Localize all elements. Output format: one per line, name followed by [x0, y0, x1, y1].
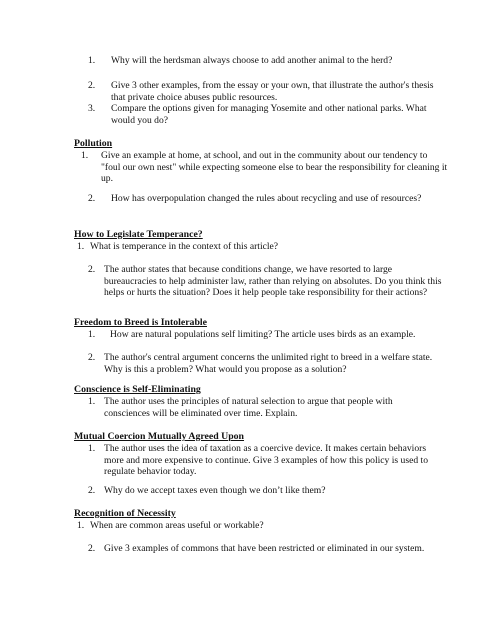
question-number: 1. [88, 55, 96, 66]
question-number: 1. [81, 150, 89, 161]
question-number: 1. [88, 396, 96, 407]
question-item [74, 485, 448, 497]
question-number: 2. [88, 352, 96, 363]
section-heading: Freedom to Breed is Intolerable [74, 317, 207, 328]
question-text: The author uses the idea of taxation as a coercive device. It makes certain behaviors more and more expensive to continue. Give 3 examples of how this policy is used to regulate behavior today. [104, 443, 428, 478]
question-number: 2. [88, 543, 96, 554]
section-heading: Mutual Coercion Mutually Agreed Upon [74, 431, 245, 442]
question-number: 2. [88, 80, 96, 91]
question-number: 3. [88, 103, 96, 114]
question-text: The author states that because conditions change, we have resorted to large bureaucracies to help administer law, rather than relying on absolutes. Do you think this helps or hurts the situation? Does it help people take responsibility for their actions? [104, 264, 442, 299]
question-item [74, 329, 454, 341]
question-item [74, 150, 448, 185]
question-text: Give 3 other examples, from the essay or your own, that illustrate the author's thesis that private choice abuses public resources. [111, 80, 434, 103]
question-text: Give an example at home, at school, and out in the community about our tendency to "foul our own nest" while expecting someone else to bear the responsibility for cleaning it up. [101, 150, 448, 185]
question-item [74, 193, 448, 205]
question-item [74, 264, 446, 299]
question-text: The author's central argument concerns the unlimited right to breed in a welfare state. Why is this a problem? What would you propose as a solution? [104, 352, 433, 375]
question-item [74, 352, 444, 375]
question-text: When are common areas useful or workable? [90, 520, 264, 531]
question-number: 1. [88, 329, 96, 340]
question-text: What is temperance in the context of this article? [90, 241, 279, 252]
question-text: Give 3 examples of commons that have been restricted or eliminated in our system. [104, 543, 425, 554]
section-heading: Conscience is Self-Eliminating [74, 384, 201, 395]
question-text: Why do we accept taxes even though we don’t like them? [104, 485, 326, 496]
section-heading: Pollution [74, 138, 113, 149]
question-number: 2. [88, 193, 96, 204]
question-text: The author uses the principles of natural selection to argue that people with consciences will be eliminated over time. Explain. [104, 396, 393, 419]
question-item [88, 103, 440, 126]
question-number: 2. [88, 264, 96, 275]
question-number: 1. [77, 520, 85, 531]
question-item [74, 396, 436, 419]
question-item [74, 543, 454, 555]
question-number: 2. [88, 485, 96, 496]
question-text: How has overpopulation changed the rules about recycling and use of resources? [111, 193, 422, 204]
question-number: 1. [77, 241, 85, 252]
section-heading: How to Legislate Temperance? [74, 229, 203, 240]
question-item [88, 80, 440, 103]
question-item [74, 520, 448, 532]
question-text: Compare the options given for managing Yosemite and other national parks. What would you do? [111, 103, 427, 126]
question-item [74, 443, 446, 478]
question-number: 1. [88, 443, 96, 454]
question-text: How are natural populations self limiting? The article uses birds as an example. [110, 329, 416, 340]
section-heading: Recognition of Necessity [74, 508, 176, 519]
question-item [74, 241, 448, 253]
question-item [88, 55, 448, 67]
question-text: Why will the herdsman always choose to add another animal to the herd? [111, 55, 393, 66]
